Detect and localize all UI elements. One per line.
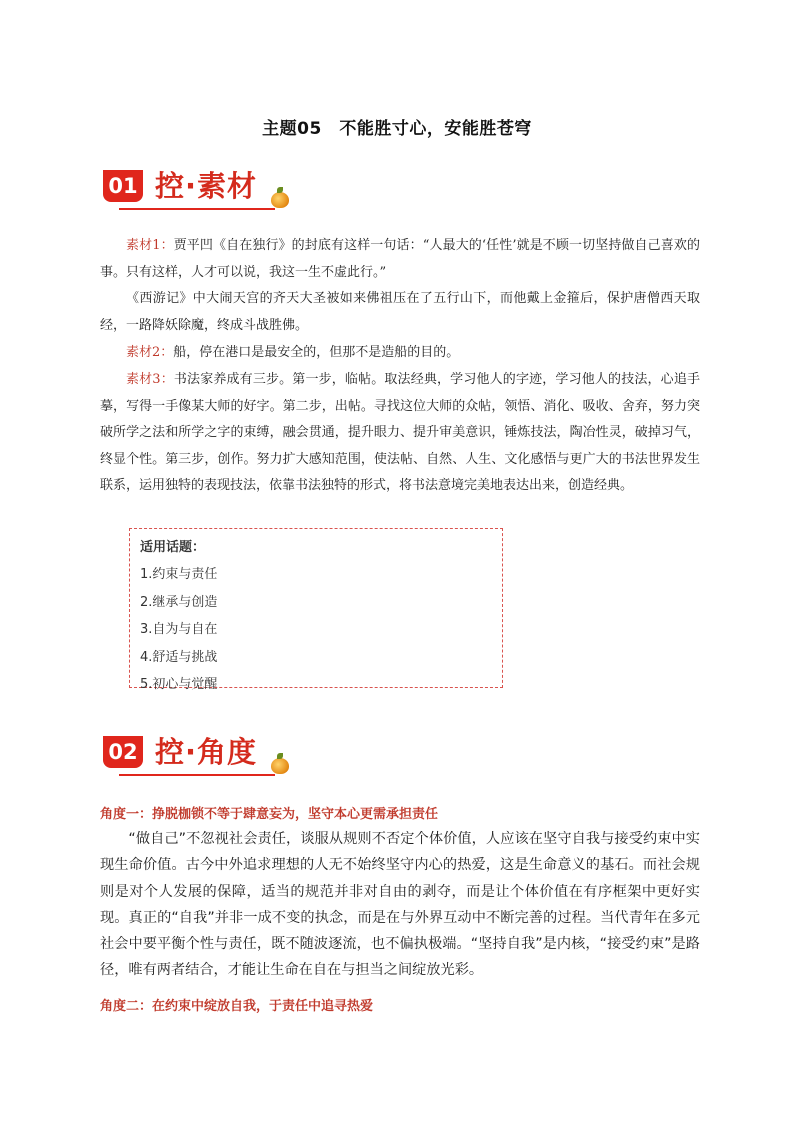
topics-header: 适用话题： — [140, 540, 206, 555]
material-2 — [100, 340, 700, 367]
topic-item: 2.继承与创造 — [140, 594, 218, 610]
applicable-topics-box — [129, 528, 503, 692]
section-title: 控·素材 — [155, 169, 258, 203]
material-1-extra: 《西游记》中大闹天宫的齐天大圣被如来佛祖压在了五行山下，而他戴上金箍后，保护唐僧西天取经，一路降妖除魔，终成斗战胜佛。 — [100, 291, 700, 333]
section-title: 控·角度 — [155, 735, 258, 769]
material-2-label: 素材2： — [126, 345, 174, 360]
topic-item: 5.初心与觉醒 — [140, 677, 218, 692]
material-3 — [100, 367, 700, 500]
section-number-badge: 02 — [103, 736, 143, 768]
angle-1-body: “做自己”不忽视社会责任，谈服从规则不否定个体价值，人应该在坚守自我与接受约束中实现生命价值。古今中外追求理想的人无不始终坚守内心的热爱，这是生命意义的基石。而社会规则是对个人发展的保障，适当的规范并非对自由的剥夺，而是让个体价值在有序框架中更好实现。真正的“自我”并非一成不变的执念，而是在与外界互动中不断完善的过程。当代青年在多元社会中要平衡个性与责任，既不随波逐流，也不偏执极端。“坚持自我”是内核，“接受约束”是路径，唯有两者结合，才能让生命在自在与担当之间绽放光彩。 — [100, 831, 700, 979]
material-3-label: 素材3： — [126, 372, 174, 387]
topic-item: 4.舒适与挑战 — [140, 649, 218, 665]
fruit-icon — [271, 192, 289, 208]
angle-1-title: 角度一：挣脱枷锁不等于肆意妄为，坚守本心更需承担责任 — [100, 807, 439, 822]
section-underline — [119, 774, 275, 776]
material-1-label: 素材1： — [126, 238, 174, 253]
angle-2-title: 角度二：在约束中绽放自我，于责任中追寻热爱 — [100, 999, 374, 1014]
fruit-icon — [271, 758, 289, 774]
material-1 — [100, 233, 700, 286]
topic-item: 3.自为与自在 — [140, 622, 218, 637]
material-1-text: 贾平凹《自在独行》的封底有这样一句话：“人最大的‘任性’就是不顾一切坚持做自己喜欢的事。只有这样，人才可以说，我这一生不虚此行。” — [100, 238, 700, 280]
section-header-materials — [103, 164, 363, 210]
section-underline — [119, 208, 275, 210]
material-2-text: 船，停在港口是最安全的，但那不是造船的目的。 — [173, 345, 460, 360]
material-3-text: 书法家养成有三步。第一步，临帖。取法经典，学习他人的字迹，学习他人的技法，心追手摹，写得一手像某大师的好字。第二步，出帖。寻找这位大师的众帖，领悟、消化、吸收、舍弃，努力突破所学之法和所学之字的束缚，融会贯通，提升眼力、提升审美意识，锤炼技法，陶冶性灵，破掉习气，终显个性。第三步，创作。努力扩大感知范围，使法帖、自然、人生、文化感悟与更广大的书法世界发生联系，运用独特的表现技法，依靠书法独特的形式，将书法意境完美地表达出来，创造经典。 — [100, 372, 700, 493]
section-header-angles — [103, 730, 363, 776]
topic-item: 1.约束与责任 — [140, 567, 218, 582]
page-title: 主题05 不能胜寸心，安能胜苍穹 — [262, 119, 532, 139]
section-number-badge: 01 — [103, 170, 143, 202]
